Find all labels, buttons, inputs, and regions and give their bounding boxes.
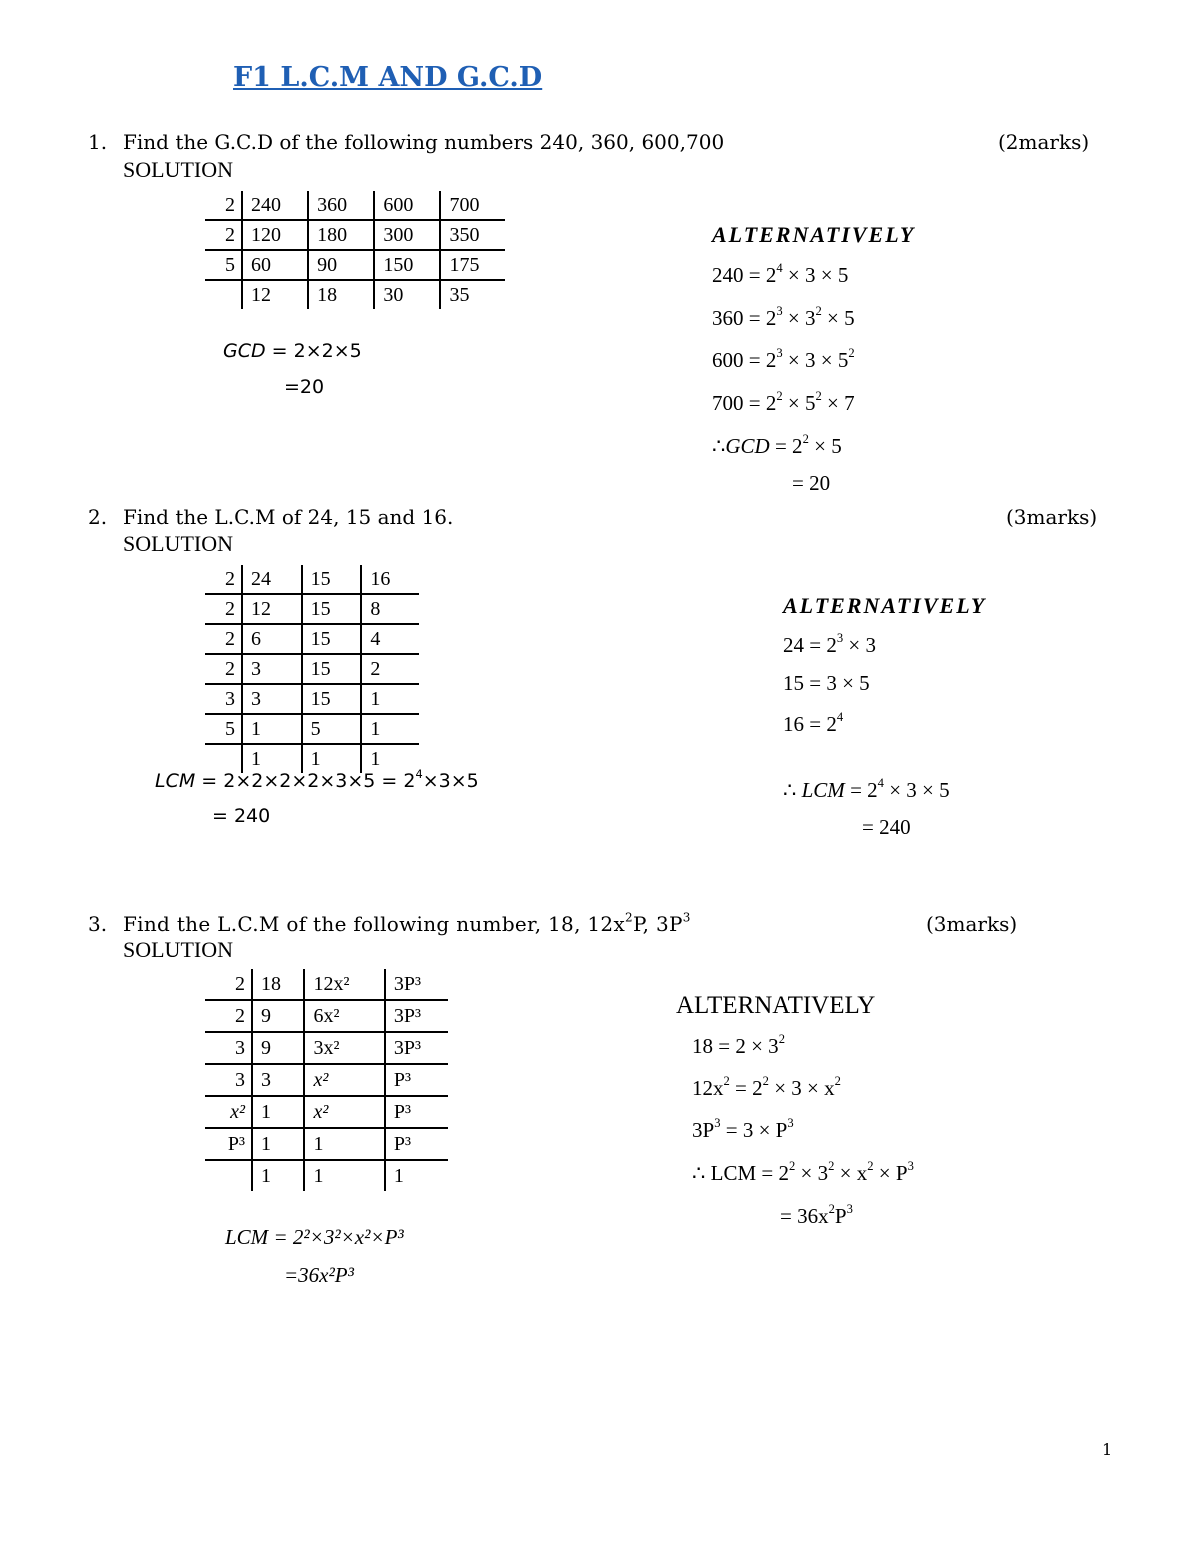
question-3-alternatively-heading: ALTERNATIVELY — [676, 992, 876, 1019]
table-row — [205, 1096, 448, 1128]
table-cell: 2 — [205, 565, 242, 594]
question-1-solution-label: SOLUTION — [123, 157, 233, 182]
question-2-alt-line: $16 = 2^4$ — [783, 709, 844, 736]
table-cell: 18 — [252, 969, 304, 1000]
table-row — [205, 1064, 448, 1096]
table-cell: 15 — [302, 624, 362, 654]
table-cell: 3 — [205, 1032, 252, 1064]
question-1-alt-line: $240 = 2^4 \times 3 \times 5$ — [712, 260, 849, 287]
table-cell: 8 — [361, 594, 419, 624]
question-1-alt-result: = 20 — [792, 471, 831, 495]
question-2-lcm-working: LCM = $2\times 2\times 2\times 2\times 3\times 5 = 2^4\times 3\times 5$ — [155, 766, 479, 792]
question-3-alt-result: = $36x^2P^3$ — [780, 1201, 853, 1228]
table-cell — [205, 280, 242, 309]
table-cell: 1 — [252, 1096, 304, 1128]
question-2-lcm-result: = 240 — [212, 805, 271, 827]
table-cell: 9 — [252, 1000, 304, 1032]
table-cell: 1 — [252, 1128, 304, 1160]
question-1-alt-line: ∴GCD = $2^2 \times 5$ — [712, 431, 842, 458]
table-cell: 5 — [302, 714, 362, 744]
table-cell: 12 — [242, 594, 302, 624]
table-row — [205, 714, 419, 744]
table-row — [205, 1128, 448, 1160]
table-cell: 1 — [385, 1160, 448, 1191]
table-cell: 175 — [440, 250, 505, 280]
table-cell: 1 — [304, 1160, 384, 1191]
table-cell: 1 — [302, 744, 362, 773]
table-cell: 6 — [242, 624, 302, 654]
table-cell — [205, 744, 242, 773]
table-cell: 60 — [242, 250, 308, 280]
table-row — [205, 1160, 448, 1191]
table-cell: 2 — [205, 594, 242, 624]
table-cell: x² — [304, 1096, 384, 1128]
question-1-marks: (2marks) — [998, 130, 1090, 154]
table-cell: 9 — [252, 1032, 304, 1064]
table-cell: 3 — [242, 654, 302, 684]
table-cell: x² — [304, 1064, 384, 1096]
gcd-expression: = 2×2×5 — [265, 340, 362, 362]
question-3-text: Find the L.C.M of the following number, 18, $12x^2P$, $3P^3$ — [123, 910, 691, 936]
table-cell: x² — [205, 1096, 252, 1128]
question-3-solution-label: SOLUTION — [123, 937, 233, 962]
table-cell: 15 — [302, 565, 362, 594]
question-3-alt-line: $3P^3 = 3 \times P^3$ — [692, 1115, 794, 1142]
table-cell: 300 — [374, 220, 440, 250]
question-2-alt-result: = 240 — [862, 815, 911, 839]
table-cell: 1 — [242, 714, 302, 744]
question-2-alt-line: $24 = 2^3 \times 3$ — [783, 630, 876, 657]
question-2-text: Find the L.C.M of 24, 15 and 16. — [123, 505, 454, 529]
table-cell: 3P³ — [385, 969, 448, 1000]
question-1-number: 1. — [88, 130, 108, 154]
table-row — [205, 191, 505, 220]
table-cell: 15 — [302, 684, 362, 714]
table-cell: 360 — [308, 191, 374, 220]
question-1-division-table — [205, 191, 505, 309]
table-cell: 2 — [361, 654, 419, 684]
table-cell: 30 — [374, 280, 440, 309]
table-row — [205, 969, 448, 1000]
question-1-text: Find the G.C.D of the following numbers 240, 360, 600,700 — [123, 130, 725, 154]
table-row — [205, 594, 419, 624]
table-cell: 12 — [242, 280, 308, 309]
table-cell: 120 — [242, 220, 308, 250]
page-number: 1 — [1102, 1440, 1113, 1459]
question-3-number: 3. — [88, 912, 108, 936]
table-cell: P³ — [385, 1096, 448, 1128]
table-row — [205, 684, 419, 714]
table-cell: 2 — [205, 220, 242, 250]
table-cell: 3 — [205, 1064, 252, 1096]
table-row — [205, 280, 505, 309]
table-cell: 3P³ — [385, 1032, 448, 1064]
table-row — [205, 624, 419, 654]
table-cell: 150 — [374, 250, 440, 280]
question-2-marks: (3marks) — [1006, 505, 1098, 529]
table-cell: 2 — [205, 654, 242, 684]
table-cell: 600 — [374, 191, 440, 220]
question-1-gcd-result: =20 — [284, 376, 325, 398]
question-2-division-table — [205, 565, 419, 773]
table-cell: 5 — [205, 714, 242, 744]
table-row — [205, 1000, 448, 1032]
table-cell: 2 — [205, 969, 252, 1000]
table-cell: 6x² — [304, 1000, 384, 1032]
question-1-alt-line: $600 = 2^3 \times 3 \times 5^2$ — [712, 345, 855, 372]
question-2-alt-line: 15 = 3 × 5 — [783, 671, 870, 695]
table-cell: 1 — [304, 1128, 384, 1160]
table-cell: 1 — [361, 714, 419, 744]
table-cell: 35 — [440, 280, 505, 309]
table-cell: 3P³ — [385, 1000, 448, 1032]
question-2-solution-label: SOLUTION — [123, 531, 233, 556]
table-cell: 12x² — [304, 969, 384, 1000]
table-cell: 1 — [361, 744, 419, 773]
table-cell: 1 — [252, 1160, 304, 1191]
table-cell: 90 — [308, 250, 374, 280]
table-cell: 3x² — [304, 1032, 384, 1064]
table-cell: 4 — [361, 624, 419, 654]
question-3-alt-line: ∴ LCM = $2^2 \times 3^2 \times x^2 \times P^3$ — [692, 1158, 914, 1185]
table-cell: 3 — [205, 684, 242, 714]
table-cell: P³ — [385, 1064, 448, 1096]
question-2-alt-line: ∴ LCM = $2^4 \times 3 \times 5$ — [783, 775, 950, 802]
question-2-number: 2. — [88, 505, 108, 529]
question-2-alternatively-heading: ALTERNATIVELY — [783, 593, 987, 618]
table-row — [205, 220, 505, 250]
table-cell: P³ — [205, 1128, 252, 1160]
table-row — [205, 744, 419, 773]
table-cell: 2 — [205, 1000, 252, 1032]
table-cell: 2 — [205, 191, 242, 220]
table-cell: 15 — [302, 654, 362, 684]
table-cell: 2 — [205, 624, 242, 654]
question-3-alt-line: $12x^2 = 2^2 \times 3 \times x^2$ — [692, 1073, 841, 1100]
question-1-alt-line: $700 = 2^2 \times 5^2 \times 7$ — [712, 388, 855, 415]
table-cell: 3 — [242, 684, 302, 714]
question-1-alt-line: $360 = 2^3 \times 3^2 \times 5$ — [712, 303, 855, 330]
table-cell: 5 — [205, 250, 242, 280]
question-3-alt-line: $18 = 2 \times 3^2$ — [692, 1031, 785, 1058]
gcd-label: GCD — [223, 340, 266, 362]
table-row — [205, 654, 419, 684]
question-3-lcm-result: =36x²P³ — [284, 1263, 354, 1287]
table-cell — [205, 1160, 252, 1191]
question-1-gcd-working — [223, 340, 362, 362]
table-row — [205, 1032, 448, 1064]
table-cell: 1 — [242, 744, 302, 773]
page-title: F1 L.C.M AND G.C.D — [233, 62, 543, 93]
table-cell: 18 — [308, 280, 374, 309]
table-row — [205, 565, 419, 594]
table-cell: 180 — [308, 220, 374, 250]
table-cell: 24 — [242, 565, 302, 594]
table-cell: 3 — [252, 1064, 304, 1096]
table-cell: 350 — [440, 220, 505, 250]
question-3-marks: (3marks) — [926, 912, 1018, 936]
question-3-lcm-working: LCM = 2²×3²×x²×P³ — [225, 1225, 404, 1249]
table-cell: 240 — [242, 191, 308, 220]
table-cell: 700 — [440, 191, 505, 220]
table-cell: 16 — [361, 565, 419, 594]
table-cell: 15 — [302, 594, 362, 624]
table-cell: 1 — [361, 684, 419, 714]
table-cell: P³ — [385, 1128, 448, 1160]
question-1-alternatively-heading: ALTERNATIVELY — [712, 222, 916, 247]
question-3-division-table — [205, 969, 448, 1191]
table-row — [205, 250, 505, 280]
